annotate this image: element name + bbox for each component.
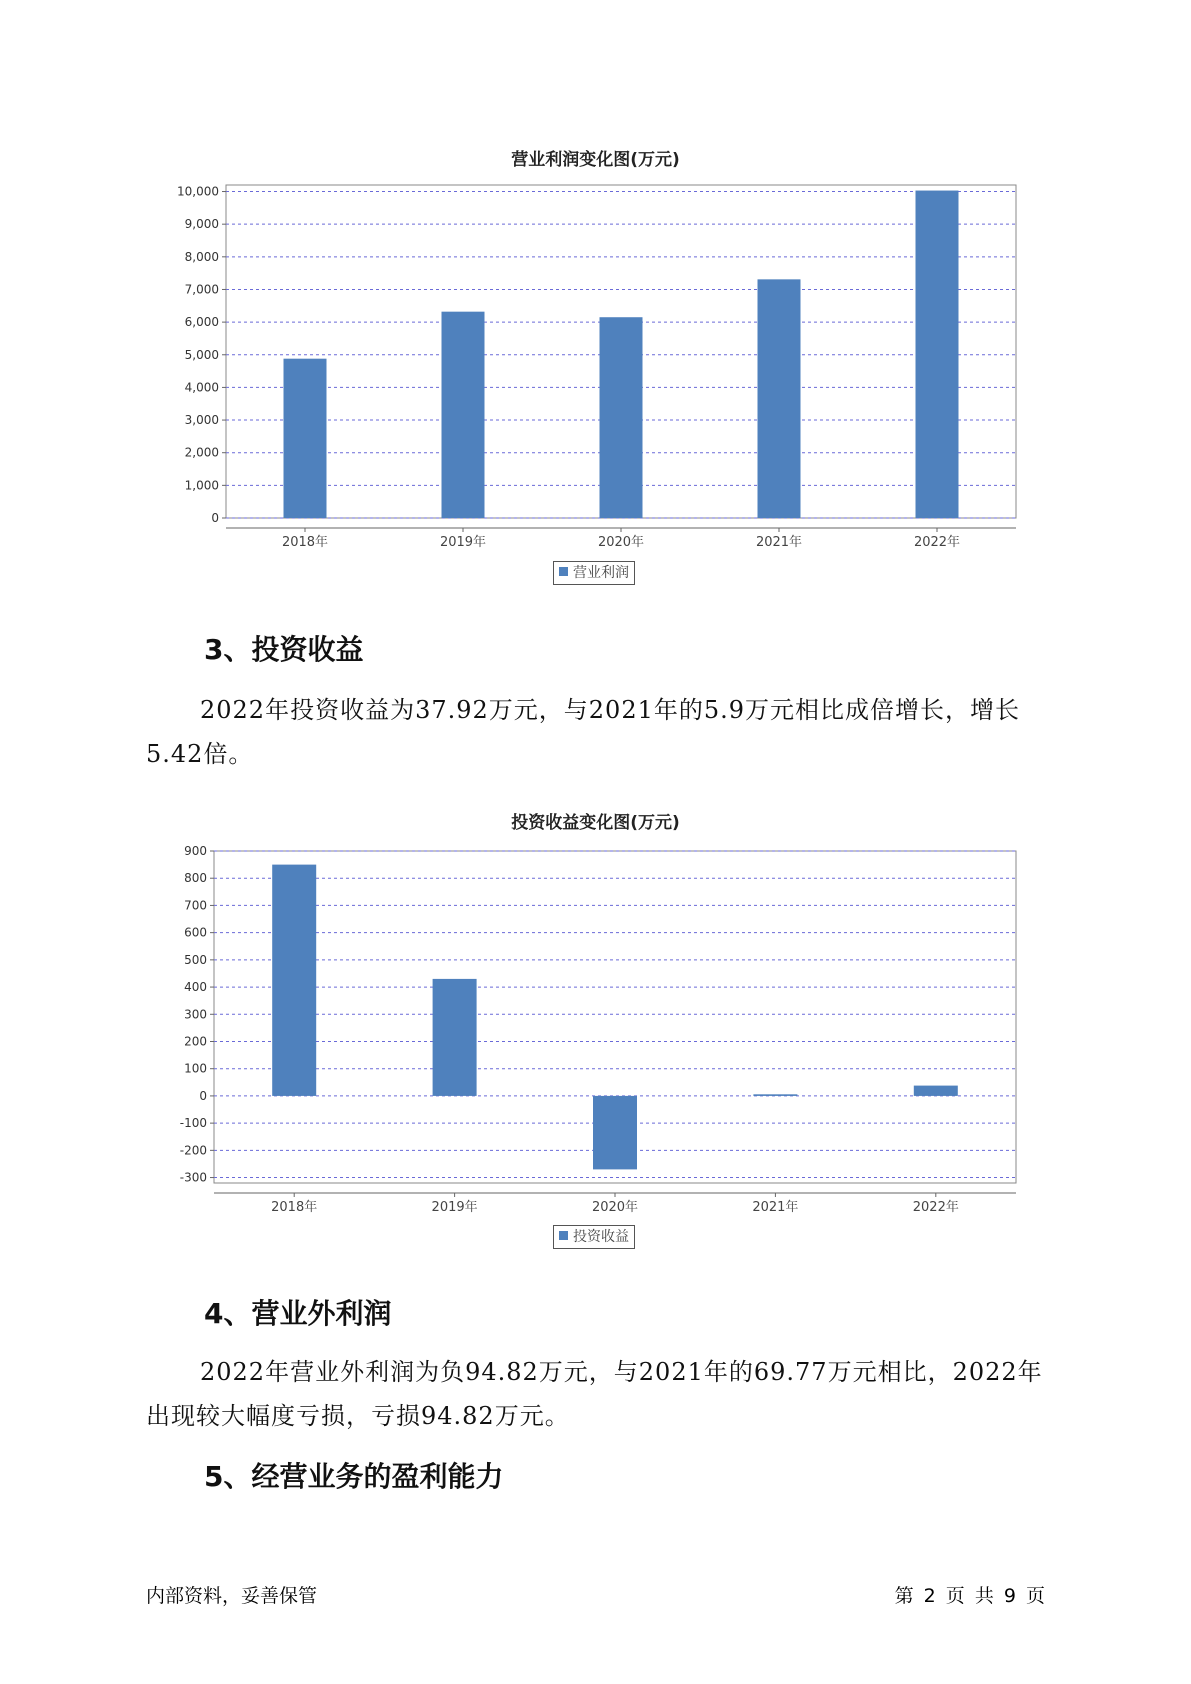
y-tick-label: 8,000 xyxy=(184,249,219,264)
y-tick-label: 1,000 xyxy=(184,478,219,493)
chart2-legend xyxy=(553,1225,635,1249)
section-4-paragraph: 2022年营业外利润为负94.82万元，与2021年的69.77万元相比，2022年出现较大幅度亏损，亏损94.82万元。 xyxy=(146,1358,1043,1430)
legend-swatch xyxy=(559,1231,568,1240)
y-tick-label: 9,000 xyxy=(184,217,219,232)
y-tick-label: 600 xyxy=(184,925,207,940)
investment-income-chart xyxy=(0,835,1191,1215)
y-tick-label: 700 xyxy=(184,898,207,913)
section-5-heading: 5、经营业务的盈利能力 xyxy=(204,1460,504,1493)
y-tick-label: -300 xyxy=(179,1170,207,1185)
bar xyxy=(433,979,477,1096)
x-tick-label: 2019年 xyxy=(439,535,487,550)
y-tick-label: 0 xyxy=(199,1088,207,1103)
footer-confidential-note: 内部资料，妥善保管 xyxy=(146,1585,318,1607)
bar xyxy=(758,279,801,518)
x-tick-label: 2018年 xyxy=(281,535,329,550)
y-tick-label: -200 xyxy=(179,1143,207,1158)
legend-swatch xyxy=(559,567,568,576)
y-tick-label: 400 xyxy=(184,980,207,995)
y-tick-label: 10,000 xyxy=(177,184,219,199)
bar xyxy=(272,865,316,1096)
y-tick-label: 2,000 xyxy=(184,445,219,460)
bar xyxy=(600,317,643,518)
y-tick-label: 500 xyxy=(184,952,207,967)
bar xyxy=(914,1086,958,1096)
bar xyxy=(593,1096,637,1169)
operating-profit-chart xyxy=(0,170,1191,550)
section-3-heading: 3、投资收益 xyxy=(204,633,364,666)
footer-page-number: 第 2 页 共 9 页 xyxy=(894,1585,1045,1607)
chart1-legend xyxy=(553,561,635,585)
y-tick-label: 900 xyxy=(184,844,207,858)
bar xyxy=(284,359,327,518)
bar xyxy=(916,191,959,518)
x-tick-label: 2022年 xyxy=(912,1200,959,1215)
y-tick-label: 3,000 xyxy=(184,413,219,428)
chart2-legend-label: 投资收益 xyxy=(573,1229,629,1245)
y-tick-label: 300 xyxy=(184,1007,207,1022)
x-tick-label: 2020年 xyxy=(597,535,645,550)
x-tick-label: 2020年 xyxy=(591,1200,639,1215)
chart1-title: 营业利润变化图(万元) xyxy=(511,150,680,170)
y-tick-label: 800 xyxy=(184,871,207,886)
y-tick-label: 7,000 xyxy=(184,282,219,297)
section-4-heading: 4、营业外利润 xyxy=(204,1297,392,1330)
y-tick-label: 200 xyxy=(184,1034,207,1049)
x-tick-label: 2021年 xyxy=(752,1200,799,1215)
x-tick-label: 2022年 xyxy=(913,535,961,550)
bar xyxy=(442,312,485,518)
bar xyxy=(753,1094,797,1096)
y-tick-label: 4,000 xyxy=(184,380,219,395)
y-tick-label: 5,000 xyxy=(184,347,219,362)
chart1-legend-label: 营业利润 xyxy=(573,565,629,581)
section-3-paragraph: 2022年投资收益为37.92万元，与2021年的5.9万元相比成倍增长，增长5.42倍。 xyxy=(146,696,1021,768)
chart2-title: 投资收益变化图(万元) xyxy=(511,813,680,833)
x-tick-label: 2018年 xyxy=(271,1200,318,1215)
y-tick-label: -100 xyxy=(179,1116,207,1131)
x-tick-label: 2021年 xyxy=(755,535,803,550)
y-tick-label: 100 xyxy=(184,1061,207,1076)
x-tick-label: 2019年 xyxy=(431,1200,478,1215)
y-tick-label: 0 xyxy=(211,511,219,525)
y-tick-label: 6,000 xyxy=(184,315,219,330)
